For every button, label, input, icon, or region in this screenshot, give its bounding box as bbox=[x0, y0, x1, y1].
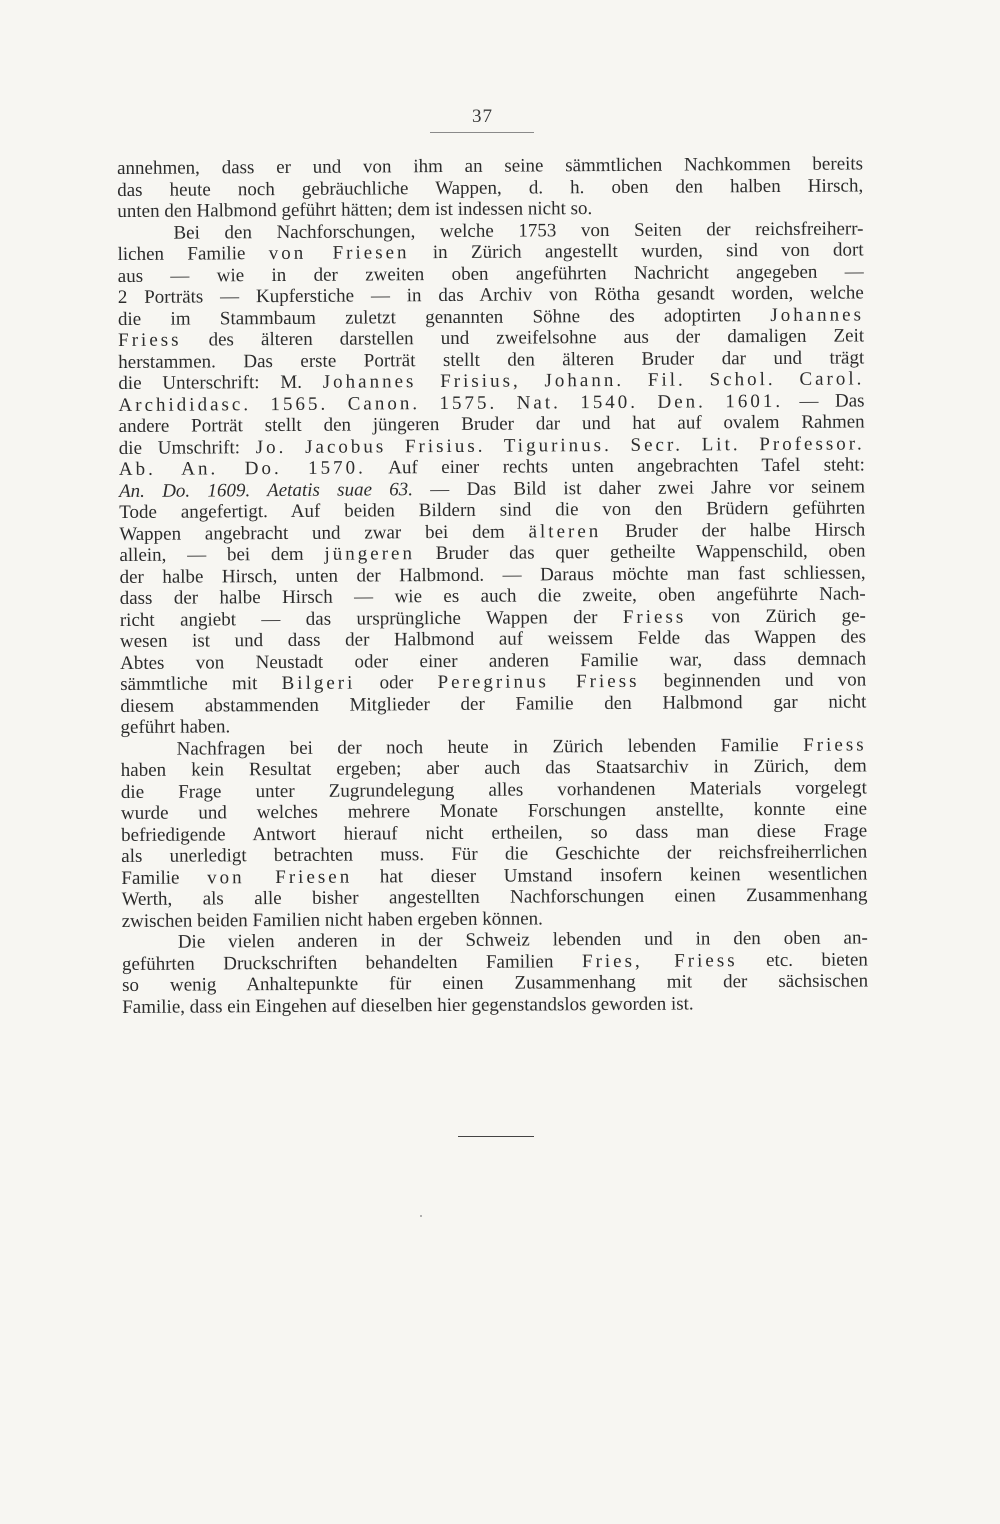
text-run: die Frage unter Zugrundelegung alles vorhandenen Materials vorgelegt bbox=[120, 776, 867, 803]
text-run: des älteren darstellen und zweifelsohne aus der damaligen Zeit bbox=[181, 325, 865, 351]
spaced-name: Friess bbox=[803, 733, 867, 756]
text-run: geführten Druckschriften behandelten Familien bbox=[121, 950, 583, 975]
spaced-name: Jo. Jacobus Frisius. Tigurinus. Secr. Lit. Professor. bbox=[255, 432, 865, 458]
spaced-name: Johannes Frisius, Johann. Fil. Schol. Carol. bbox=[322, 368, 865, 393]
italic-text: An. Do. 1609. Aetatis suae 63. bbox=[118, 478, 414, 502]
text-line bbox=[122, 970, 868, 996]
text-run: geführt haben. bbox=[120, 716, 231, 738]
spaced-name: Bilgeri bbox=[281, 672, 356, 695]
text-run: dass der halbe Hirsch — wie es auch die zweite, oben angeführte Nach- bbox=[119, 583, 866, 609]
text-run: Wappen angebracht und zwar bei dem bbox=[119, 520, 529, 545]
header-rule bbox=[430, 132, 534, 133]
text-run: Familie bbox=[121, 866, 208, 889]
text-run: aus — wie in der zweiten oben angeführten Nachricht angegeben — bbox=[117, 260, 864, 287]
text-run: befriedigende Antwort hierauf nicht ertheilen, so dass man diese Frage bbox=[121, 819, 868, 846]
text-run: Tode angefertigt. Auf beiden Bildern sind die von den Brüdern geführten bbox=[119, 497, 866, 523]
text-run: andere Porträt stellt den jüngeren Bruder dar und hat auf ovalem Rahmen bbox=[118, 411, 865, 437]
text-run: herstammen. Das erste Porträt stellt den älteren Bruder dar und trägt bbox=[118, 346, 865, 373]
text-run: in Zürich angestellt wurden, sind von dort bbox=[409, 239, 864, 264]
text-run: sämmtliche mit bbox=[120, 673, 282, 695]
text-run: haben kein Resultat ergeben; aber auch das Staatsarchiv in Zürich, dem bbox=[120, 755, 867, 781]
end-rule bbox=[458, 1136, 534, 1137]
text-run: hat dieser Umstand insofern keinen wesentlichen bbox=[352, 862, 868, 888]
text-run: als unerledigt betrachten muss. Für die Geschichte der reichsfreiherrlichen bbox=[121, 841, 868, 867]
text-run: wurde und welches mehrere Monate Forschungen anstellte, konnte eine bbox=[120, 798, 868, 824]
spaced-name: älteren bbox=[528, 520, 602, 542]
text-line bbox=[122, 992, 868, 1018]
spaced-name: von Friesen bbox=[207, 866, 353, 888]
text-line bbox=[121, 884, 867, 910]
text-run: Nachfragen bei der noch heute in Zürich lebenden Familie bbox=[176, 734, 804, 760]
spaced-name: Friess bbox=[622, 606, 687, 628]
text-run: allein, — bei dem bbox=[119, 543, 325, 566]
text-run: Die vielen anderen in der Schweiz lebenden und in den oben an- bbox=[177, 927, 868, 953]
text-run: das heute noch gebräuchliche Wappen, d. h. oben den halben Hirsch, bbox=[117, 174, 864, 201]
text-run: lichen Familie bbox=[117, 243, 269, 265]
text-run: 2 Porträts — Kupferstiche — in das Archiv von Rötha gesandt worden, welche bbox=[117, 282, 864, 308]
text-line bbox=[117, 175, 863, 201]
text-run: wesen ist und dass der Halbmond auf weissem Felde das Wappen des bbox=[119, 626, 867, 652]
text-run: Bruder das quer getheilte Wappenschild, oben bbox=[414, 540, 866, 565]
text-run: Bruder der halbe Hirsch bbox=[601, 518, 866, 542]
text-run: annehmen, dass er und von ihm an seine sämmtlichen Nachkommen bereits bbox=[117, 153, 864, 179]
text-run: — Das bbox=[782, 389, 865, 412]
text-run: Familie, dass ein Eingehen auf dieselben hier gegenstandslos geworden ist. bbox=[122, 992, 694, 1018]
spaced-name: Fries, Friess bbox=[581, 949, 738, 972]
spaced-name: Johannes bbox=[770, 303, 865, 326]
text-run: Bei den Nachforschungen, welche 1753 von Seiten der reichsfreiherr- bbox=[173, 217, 864, 244]
text-run: diesem abstammenden Mitglieder der Familie den Halbmond gar nicht bbox=[120, 690, 867, 717]
text-run: richt angiebt — das ursprüngliche Wappen der bbox=[119, 606, 623, 631]
text-run: beginnenden und von bbox=[639, 669, 867, 692]
text-run: oder bbox=[355, 672, 438, 694]
spaced-name: von Friesen bbox=[268, 242, 410, 265]
text-run: so wenig Anhaltepunkte für einen Zusammenhang mit der sächsischen bbox=[121, 970, 869, 996]
text-run: die Umschrift: bbox=[118, 436, 256, 459]
text-run: Werth, als alle bisher angestellten Nachforschungen einen Zusammenhang bbox=[121, 884, 868, 910]
spaced-name: Peregrinus Friess bbox=[437, 670, 640, 694]
page-number: 37 bbox=[472, 106, 493, 127]
text-run: der halbe Hirsch, unten der Halbmond. — Daraus möchte man fast schliessen, bbox=[119, 561, 866, 588]
spaced-name: Ab. An. Do. 1570. bbox=[118, 457, 366, 480]
text-run: zwischen beiden Familien nicht haben ergeben können. bbox=[121, 907, 543, 932]
text-run: die Unterschrift: M. bbox=[118, 371, 323, 394]
text-run: Auf einer rechts unten angebrachten Tafel steht: bbox=[365, 454, 865, 479]
text-run: etc. bieten bbox=[737, 948, 868, 971]
text-run: — Das Bild ist daher zwei Jahre vor seinem bbox=[412, 475, 866, 500]
paper-speck bbox=[420, 1215, 422, 1217]
body-text bbox=[117, 153, 868, 1018]
text-run: Abtes von Neustadt oder einer anderen Familie war, dass demnach bbox=[120, 647, 867, 674]
text-run: die im Stammbaum zuletzt genannten Söhne des adoptirten bbox=[117, 304, 771, 330]
spaced-name: jüngeren bbox=[324, 543, 416, 565]
text-run: unten den Halbmond geführt hätten; dem ist indessen nicht so. bbox=[117, 198, 593, 222]
spaced-name: Friess bbox=[118, 329, 182, 351]
text-run: von Zürich ge- bbox=[686, 604, 866, 628]
text-line bbox=[120, 691, 866, 717]
spaced-name: Archididasc. 1565. Canon. 1575. Nat. 1540. Den. 1601. bbox=[118, 390, 784, 416]
